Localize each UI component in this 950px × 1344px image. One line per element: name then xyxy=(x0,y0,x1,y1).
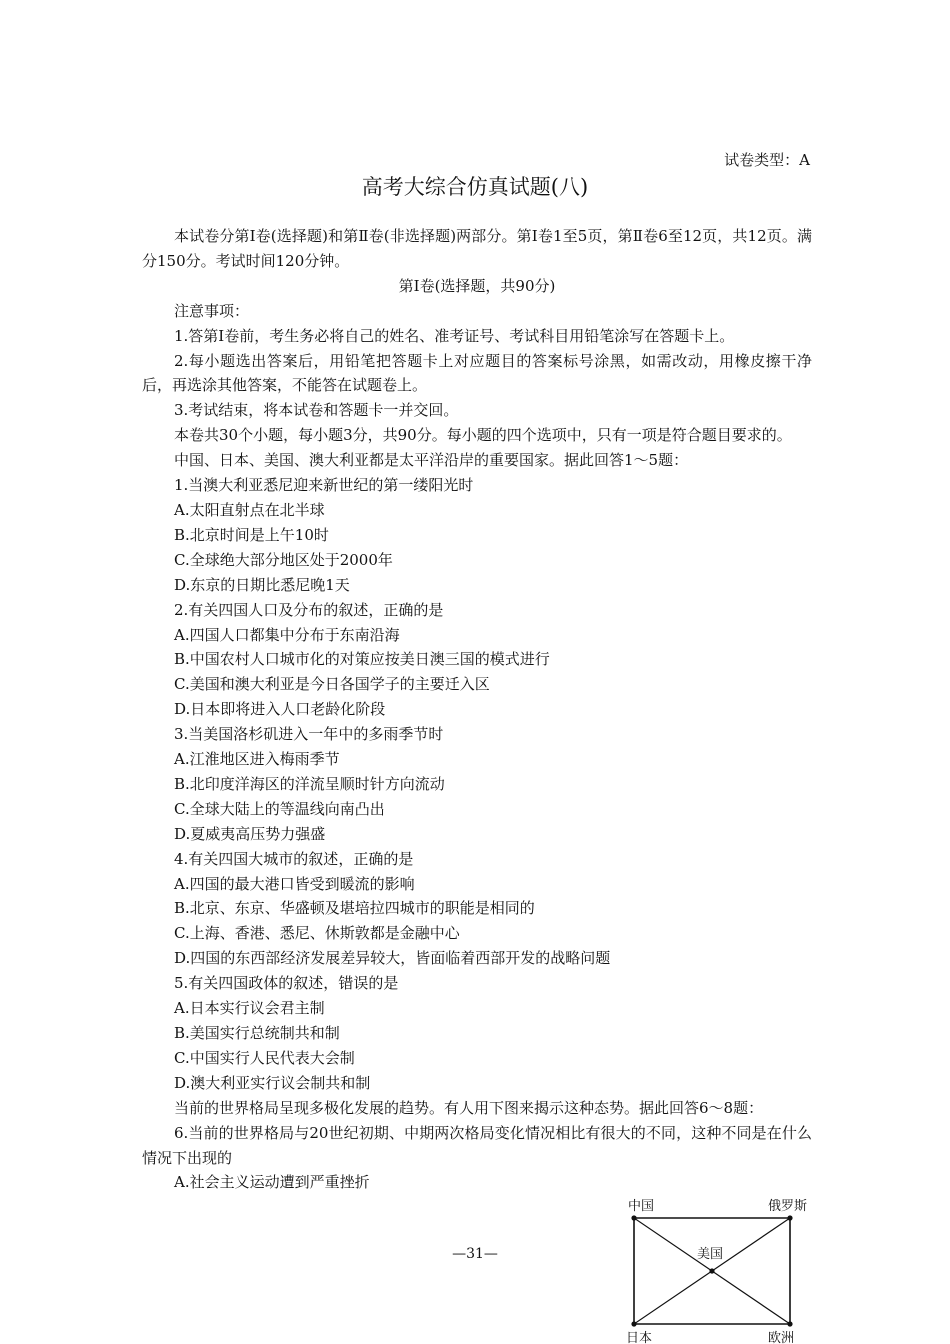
question-option: B.美国实行总统制共和制 xyxy=(174,1024,340,1042)
question-option: A.四国人口都集中分布于东南沿海 xyxy=(174,625,400,644)
group2-stem: 当前的世界格局呈现多极化发展的趋势。有人用下图来揭示这种态势。据此回答6～8题： xyxy=(174,1098,764,1117)
group1-stem: 中国、日本、美国、澳大利亚都是太平洋沿岸的重要国家。据此回答1～5题： xyxy=(174,451,689,470)
question-stem: 6.当前的世界格局与20世纪初期、中期两次格局变化情况相比有很大的不同，这种不同是在什么情况下出现的 xyxy=(142,1123,812,1167)
question-stem: 5.有关四国政体的叙述，错误的是 xyxy=(174,974,399,993)
question-option: B.北印度洋海区的洋流呈顺时针方向流动 xyxy=(174,774,445,793)
note-item: 2.每小题选出答案后，用铅笔把答题卡上对应题目的答案标号涂黑，如需改动，用橡皮擦干净后，再选涂其他答案，不能答在试题卷上。 xyxy=(142,351,812,395)
question-option: D.四国的东西部经济发展差异较大，皆面临着西部开发的战略问题 xyxy=(174,949,611,968)
question-stem: 2.有关四国人口及分布的叙述，正确的是 xyxy=(174,600,444,619)
diagram-node-china xyxy=(631,1215,636,1220)
instructions-paragraph: 本卷共30个小题，每小题3分，共90分。每小题的四个选项中，只有一项是符合题目要求的。 xyxy=(174,426,792,445)
diagram-label-russia: 俄罗斯 xyxy=(768,1199,808,1214)
notes-heading: 注意事项： xyxy=(174,301,250,320)
question-option: B.中国农村人口城市化的对策应按美日澳三国的模式进行 xyxy=(174,650,550,669)
question-option: C.全球大陆上的等温线向南凸出 xyxy=(174,799,385,818)
question-option: A.江淮地区进入梅雨季节 xyxy=(174,750,340,769)
question-option: D.日本即将进入人口老龄化阶段 xyxy=(174,700,386,719)
paper-type: 试卷类型：A xyxy=(724,151,810,169)
question-option: C.上海、香港、悉尼、休斯敦都是金融中心 xyxy=(174,924,460,943)
intro-paragraph: 本试卷分第Ⅰ卷(选择题)和第Ⅱ卷(非选择题)两部分。第Ⅰ卷1至5页，第Ⅱ卷6至12页，共12页。满分150分。考试时间120分钟。 xyxy=(142,227,812,270)
question-option: B.北京、东京、华盛顿及堪培拉四城市的职能是相同的 xyxy=(174,899,535,918)
question-option: A.日本实行议会君主制 xyxy=(174,999,325,1018)
page-title: 高考大综合仿真试题(八) xyxy=(361,175,589,199)
exam-body xyxy=(142,224,812,1195)
diagram-label-usa: 美国 xyxy=(697,1247,724,1262)
world-pattern-diagram xyxy=(622,1196,832,1344)
note-item: 3.考试结束，将本试卷和答题卡一并交回。 xyxy=(174,401,459,420)
question-stem: 1.当澳大利亚悉尼迎来新世纪的第一缕阳光时 xyxy=(174,476,474,495)
question-option: A.四国的最大港口皆受到暖流的影响 xyxy=(174,874,415,893)
diagram-node-russia xyxy=(787,1215,792,1220)
question-option: A.社会主义运动遭到严重挫折 xyxy=(174,1173,370,1192)
page-number: —31— xyxy=(452,1246,498,1262)
question-option: C.全球绝大部分地区处于2000年 xyxy=(174,550,393,569)
diagram-label-europe: 欧洲 xyxy=(768,1331,795,1344)
diagram-label-china: 中国 xyxy=(628,1199,655,1214)
question-option: C.美国和澳大利亚是今日各国学子的主要迁入区 xyxy=(174,675,490,694)
question-option: B.北京时间是上午10时 xyxy=(174,525,329,544)
question-stem: 3.当美国洛杉矶进入一年中的多雨季节时 xyxy=(174,725,444,744)
diagram-node-japan xyxy=(631,1321,636,1326)
question-option: D.夏威夷高压势力强盛 xyxy=(174,824,326,843)
section-title: 第Ⅰ卷(选择题，共90分) xyxy=(398,276,556,295)
question-stem: 4.有关四国大城市的叙述，正确的是 xyxy=(174,849,414,868)
question-option: A.太阳直射点在北半球 xyxy=(174,500,325,519)
diagram-node-usa xyxy=(709,1268,714,1273)
question-option: C.中国实行人民代表大会制 xyxy=(174,1048,355,1067)
diagram-node-europe xyxy=(787,1321,792,1326)
question-option: D.澳大利亚实行议会制共和制 xyxy=(174,1073,371,1092)
diagram-label-japan: 日本 xyxy=(626,1331,653,1344)
diagram-svg xyxy=(622,1196,832,1344)
question-option: D.东京的日期比悉尼晚1天 xyxy=(174,575,350,594)
note-item: 1.答第Ⅰ卷前，考生务必将自己的姓名、准考证号、考试科目用铅笔涂写在答题卡上。 xyxy=(174,326,735,345)
